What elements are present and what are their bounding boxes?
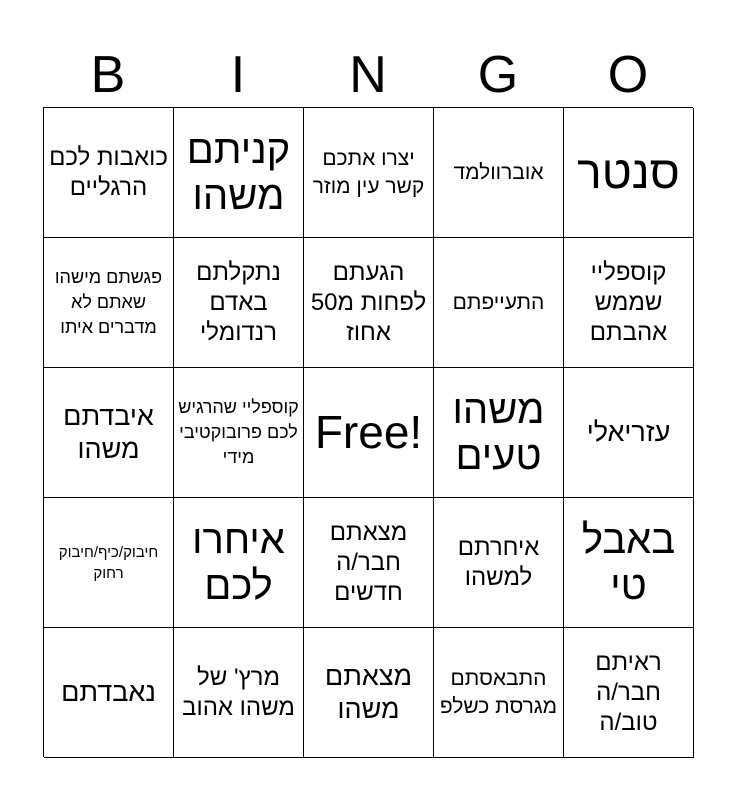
bingo-cell[interactable] bbox=[564, 108, 694, 238]
bingo-cell[interactable] bbox=[44, 368, 174, 498]
bingo-cell[interactable] bbox=[44, 498, 174, 628]
bingo-cell[interactable] bbox=[564, 238, 694, 368]
cell-text: איבדתם משהו bbox=[63, 401, 154, 464]
cell-text: הגעתם לפחות מ50 אחוז bbox=[310, 258, 427, 346]
cell-text: איחרתם למשהו bbox=[457, 533, 540, 591]
cell-text: קוספליי שממש אהבתם bbox=[589, 258, 668, 346]
cell-text: יצרו אתכם קשר עין מוזר bbox=[312, 147, 425, 198]
bingo-cell[interactable] bbox=[434, 628, 564, 758]
bingo-cell[interactable] bbox=[564, 628, 694, 758]
cell-text: מרץ' של משהו אהוב bbox=[182, 663, 295, 721]
bingo-cell[interactable] bbox=[434, 238, 564, 368]
cell-text: באבל טי bbox=[581, 517, 676, 608]
cell-text: אוברוולמד bbox=[453, 160, 544, 184]
bingo-cell[interactable] bbox=[44, 628, 174, 758]
bingo-cell[interactable] bbox=[44, 238, 174, 368]
cell-text: נאבדתם bbox=[61, 677, 156, 708]
bingo-cell[interactable] bbox=[434, 498, 564, 628]
cell-text: קוספליי שהרגיש לכם פרובוקטיבי מידי bbox=[178, 396, 299, 468]
cell-text: חיבוק/כיף/חיבוק רחוק bbox=[58, 543, 159, 582]
bingo-cell[interactable] bbox=[564, 368, 694, 498]
cell-text: התעייפתם bbox=[452, 290, 545, 314]
cell-text: נתקלתם באדם רנדומלי bbox=[196, 258, 281, 346]
header-letter-i: I bbox=[230, 46, 246, 104]
cell-text: איחרו לכם bbox=[192, 517, 285, 608]
bingo-header bbox=[43, 44, 693, 106]
bingo-cell[interactable] bbox=[304, 238, 434, 368]
cell-text: משהו טעים bbox=[452, 387, 545, 478]
bingo-cell[interactable] bbox=[304, 108, 434, 238]
header-letter-g: G bbox=[477, 46, 519, 104]
bingo-cell[interactable] bbox=[564, 498, 694, 628]
cell-text: עזריאלי bbox=[586, 417, 671, 448]
header-letter-o: O bbox=[607, 46, 649, 104]
bingo-board bbox=[43, 107, 693, 757]
header-letter-n: N bbox=[349, 46, 387, 104]
cell-text: קניתם משהו bbox=[186, 127, 291, 218]
cell-text: סנטר bbox=[577, 146, 680, 199]
bingo-cell[interactable] bbox=[174, 628, 304, 758]
bingo-cell[interactable] bbox=[174, 238, 304, 368]
cell-text: ראיתם חבר/ה טוב/ה bbox=[595, 648, 662, 736]
bingo-cell[interactable] bbox=[304, 628, 434, 758]
free-space-cell[interactable] bbox=[304, 368, 434, 498]
bingo-cell[interactable] bbox=[44, 108, 174, 238]
free-space-text: Free! bbox=[314, 406, 423, 459]
cell-text: מצאתם חבר/ה חדשים bbox=[329, 518, 408, 606]
bingo-cell[interactable] bbox=[434, 108, 564, 238]
cell-text: פגשתם מישהו שאתם לא מדברים איתו bbox=[54, 266, 163, 338]
bingo-cell[interactable] bbox=[434, 368, 564, 498]
bingo-cell[interactable] bbox=[174, 108, 304, 238]
cell-text: כואבות לכם הרגליים bbox=[49, 143, 168, 201]
cell-text: מצאתם משהו bbox=[324, 661, 413, 724]
bingo-cell[interactable] bbox=[174, 498, 304, 628]
header-letter-b: B bbox=[90, 46, 126, 104]
bingo-cell[interactable] bbox=[304, 498, 434, 628]
cell-text: התבאסתם מגרסת כשלפ bbox=[439, 667, 558, 718]
bingo-cell[interactable] bbox=[174, 368, 304, 498]
